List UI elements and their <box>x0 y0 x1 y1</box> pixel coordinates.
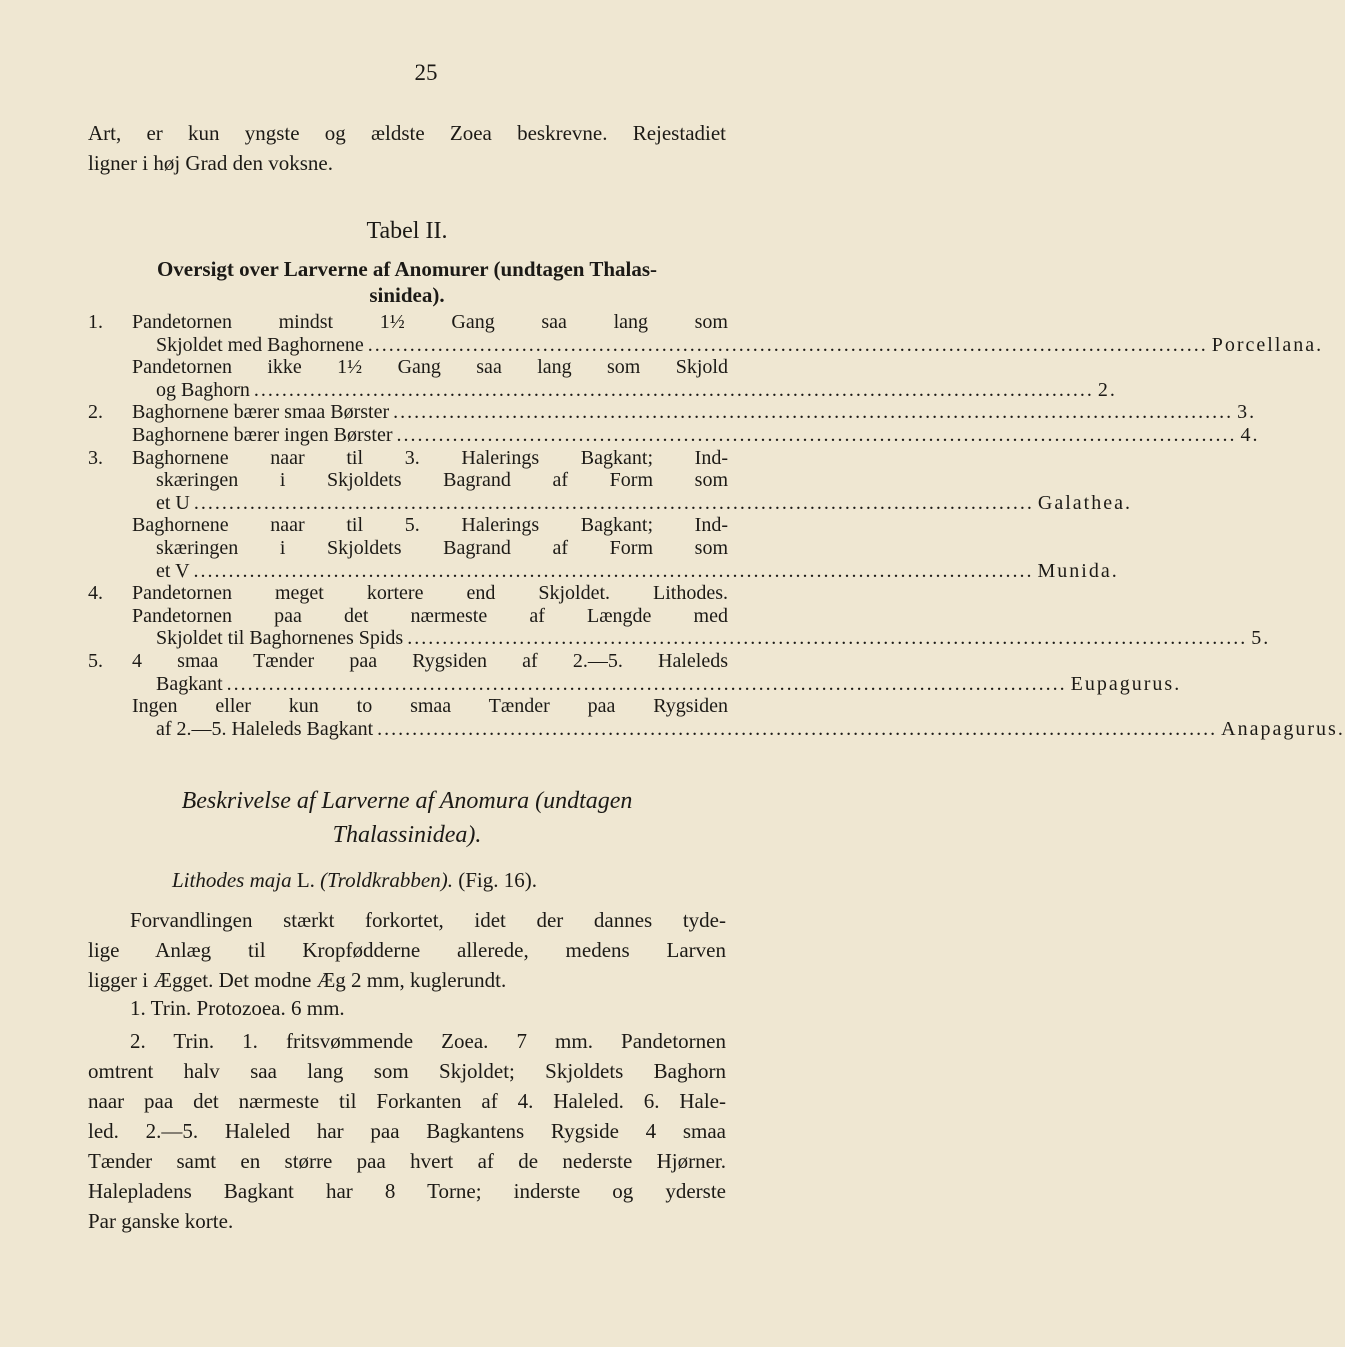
species-name: Lithodes maja <box>172 868 292 892</box>
key-row-number: 5. <box>88 649 103 672</box>
key-row-content <box>156 717 1345 741</box>
key-row-content <box>132 356 728 379</box>
key-row-result: Eupagurus. <box>1070 672 1182 695</box>
body-line: naar paa det nærmeste til Forkanten af 4. Haleled. 6. Hale- <box>88 1089 726 1113</box>
table-title: Tabel II. <box>366 218 448 244</box>
key-row-number: 2. <box>88 401 103 424</box>
key-row-text: Ingen eller kun to smaa Tænder paa Rygsiden <box>132 695 728 718</box>
body-line: omtrent halv saa lang som Skjoldet; Skjoldets Baghorn <box>88 1059 726 1083</box>
key-row-content <box>156 378 1117 402</box>
key-row-text: Baghornene bærer smaa Børster <box>132 401 390 424</box>
section-title <box>88 784 726 852</box>
section-title-line: Thalassinidea). <box>332 822 482 848</box>
key-row-text: Pandetornen ikke 1½ Gang saa lang som Skjold <box>132 356 728 379</box>
key-row-content <box>156 333 1324 357</box>
section-title-line: Beskrivelse af Larverne af Anomura (undtagen <box>181 788 633 814</box>
key-row-text: Baghornene naar til 5. Halerings Bagkant; Ind- <box>132 514 728 537</box>
leader-dots: ........................................................................................................................ <box>226 672 1067 695</box>
key-row <box>88 447 728 470</box>
leader-dots: ........................................................................................................................ <box>193 491 1034 514</box>
stage-2-paragraph <box>88 1026 726 1236</box>
key-row-result: 4. <box>1240 423 1260 446</box>
leader-dots: ........................................................................................................................ <box>396 423 1237 446</box>
table-subtitle-line: Oversigt over Larverne af Anomurer (undtagen Thalas- <box>156 257 658 281</box>
key-row-number: 4. <box>88 582 103 605</box>
key-row-result: Munida. <box>1037 559 1119 582</box>
key-row-content <box>156 672 1182 696</box>
key-row-result: Anapagurus. <box>1221 717 1345 740</box>
key-row-text: et V <box>156 559 190 582</box>
leader-dots: ........................................................................................................................ <box>407 627 1248 650</box>
key-row-text: et U <box>156 491 190 514</box>
key-row-text: og Baghorn <box>156 378 250 401</box>
table-subtitle-line: sinidea). <box>369 283 445 307</box>
key-row <box>88 356 728 379</box>
key-row <box>88 627 1271 650</box>
key-row <box>88 423 1260 447</box>
key-row-content <box>132 423 1260 447</box>
table-subtitle <box>88 256 726 308</box>
body-line: ligger i Ægget. Det modne Æg 2 mm, kuglerundt. <box>88 968 507 992</box>
leader-dots: ........................................................................................................................ <box>377 717 1218 740</box>
key-row-number: 1. <box>88 311 103 333</box>
key-row-result: 3. <box>1237 401 1257 424</box>
species-heading <box>172 868 537 893</box>
key-row-content <box>156 469 728 492</box>
leader-dots: ........................................................................................................................ <box>193 559 1034 582</box>
key-row <box>88 559 1119 583</box>
key-row-text: skæringen i Skjoldets Bagrand af Form som <box>156 469 728 492</box>
key-row-content <box>132 401 1257 424</box>
intro-line: ligner i høj Grad den voksne. <box>88 151 333 175</box>
key-row-content <box>132 311 728 334</box>
body-line: led. 2.—5. Haleled har paa Bagkantens Rygside 4 smaa <box>88 1119 726 1143</box>
key-row-text: Pandetornen paa det nærmeste af Længde med <box>132 604 728 627</box>
key-row-result: 2. <box>1097 378 1117 401</box>
identification-key <box>88 311 1345 740</box>
key-row-result: Porcellana. <box>1211 333 1324 356</box>
key-row <box>88 537 728 560</box>
key-row <box>88 401 1257 424</box>
body-line: Tænder samt en større paa hvert af de nederste Hjørner. <box>88 1149 726 1173</box>
page-number: 25 <box>414 60 438 85</box>
key-row-text: Pandetornen mindst 1½ Gang saa lang som <box>132 311 728 333</box>
key-row <box>88 378 1117 402</box>
key-row-text: 4 smaa Tænder paa Rygsiden af 2.—5. Haleleds <box>132 649 728 672</box>
key-row <box>88 514 728 537</box>
key-row-content <box>132 582 728 605</box>
key-row-text: Pandetornen meget kortere end Skjoldet. Lithodes. <box>132 582 728 605</box>
body-line: Par ganske korte. <box>88 1209 234 1233</box>
leader-dots: ........................................................................................................................ <box>253 378 1094 401</box>
intro-paragraph <box>88 118 726 178</box>
key-row-text: Baghornene naar til 3. Halerings Bagkant; Ind- <box>132 446 728 469</box>
key-row <box>88 311 728 334</box>
key-row-text: Skjoldet med Baghornene <box>156 333 364 356</box>
key-row <box>88 469 728 492</box>
key-row-text: af 2.—5. Haleleds Bagkant <box>156 717 374 740</box>
key-row <box>88 695 728 718</box>
key-row-text: Baghornene bærer ingen Børster <box>132 423 393 446</box>
key-row-text: Bagkant <box>156 672 223 695</box>
key-row-content <box>132 447 728 470</box>
body-line: Halepladens Bagkant har 8 Torne; inderste og yderste <box>88 1179 726 1203</box>
key-row-content <box>132 695 728 718</box>
key-row-text: Skjoldet til Baghornenes Spids <box>156 627 404 650</box>
key-row-number: 3. <box>88 446 103 469</box>
body-line: Forvandlingen stærkt forkortet, idet der dannes tyde- <box>130 908 726 932</box>
key-row-text: skæringen i Skjoldets Bagrand af Form som <box>156 536 728 559</box>
key-row <box>88 333 1324 357</box>
key-row-content <box>156 491 1132 515</box>
key-row-content <box>156 627 1271 650</box>
key-row-result: 5. <box>1251 627 1271 650</box>
key-row <box>88 650 728 673</box>
key-row-content <box>132 514 728 537</box>
key-row <box>88 582 728 605</box>
key-row <box>88 491 1132 515</box>
key-row-content <box>156 537 728 560</box>
key-row-content <box>132 605 728 628</box>
key-row-content <box>132 650 728 673</box>
body-line: 2. Trin. 1. fritsvømmende Zoea. 7 mm. Pandetornen <box>130 1029 726 1053</box>
key-row-content <box>156 559 1119 583</box>
body-paragraph <box>88 905 726 995</box>
body-line: lige Anlæg til Kropfødderne allerede, medens Larven <box>88 938 726 962</box>
key-row-result: Galathea. <box>1037 491 1132 514</box>
key-row <box>88 672 1182 696</box>
species-author: L. <box>296 868 315 892</box>
leader-dots: ........................................................................................................................ <box>393 401 1234 424</box>
stage-1: 1. Trin. Protozoea. 6 mm. <box>130 996 345 1020</box>
key-row <box>88 717 1345 741</box>
species-figure-ref: (Fig. 16). <box>458 868 537 892</box>
species-common-name: (Troldkrabben). <box>320 868 453 892</box>
key-row <box>88 605 728 628</box>
leader-dots: ........................................................................................................................ <box>367 333 1208 356</box>
intro-line: Art, er kun yngste og ældste Zoea beskrevne. Rejestadiet <box>88 121 726 145</box>
